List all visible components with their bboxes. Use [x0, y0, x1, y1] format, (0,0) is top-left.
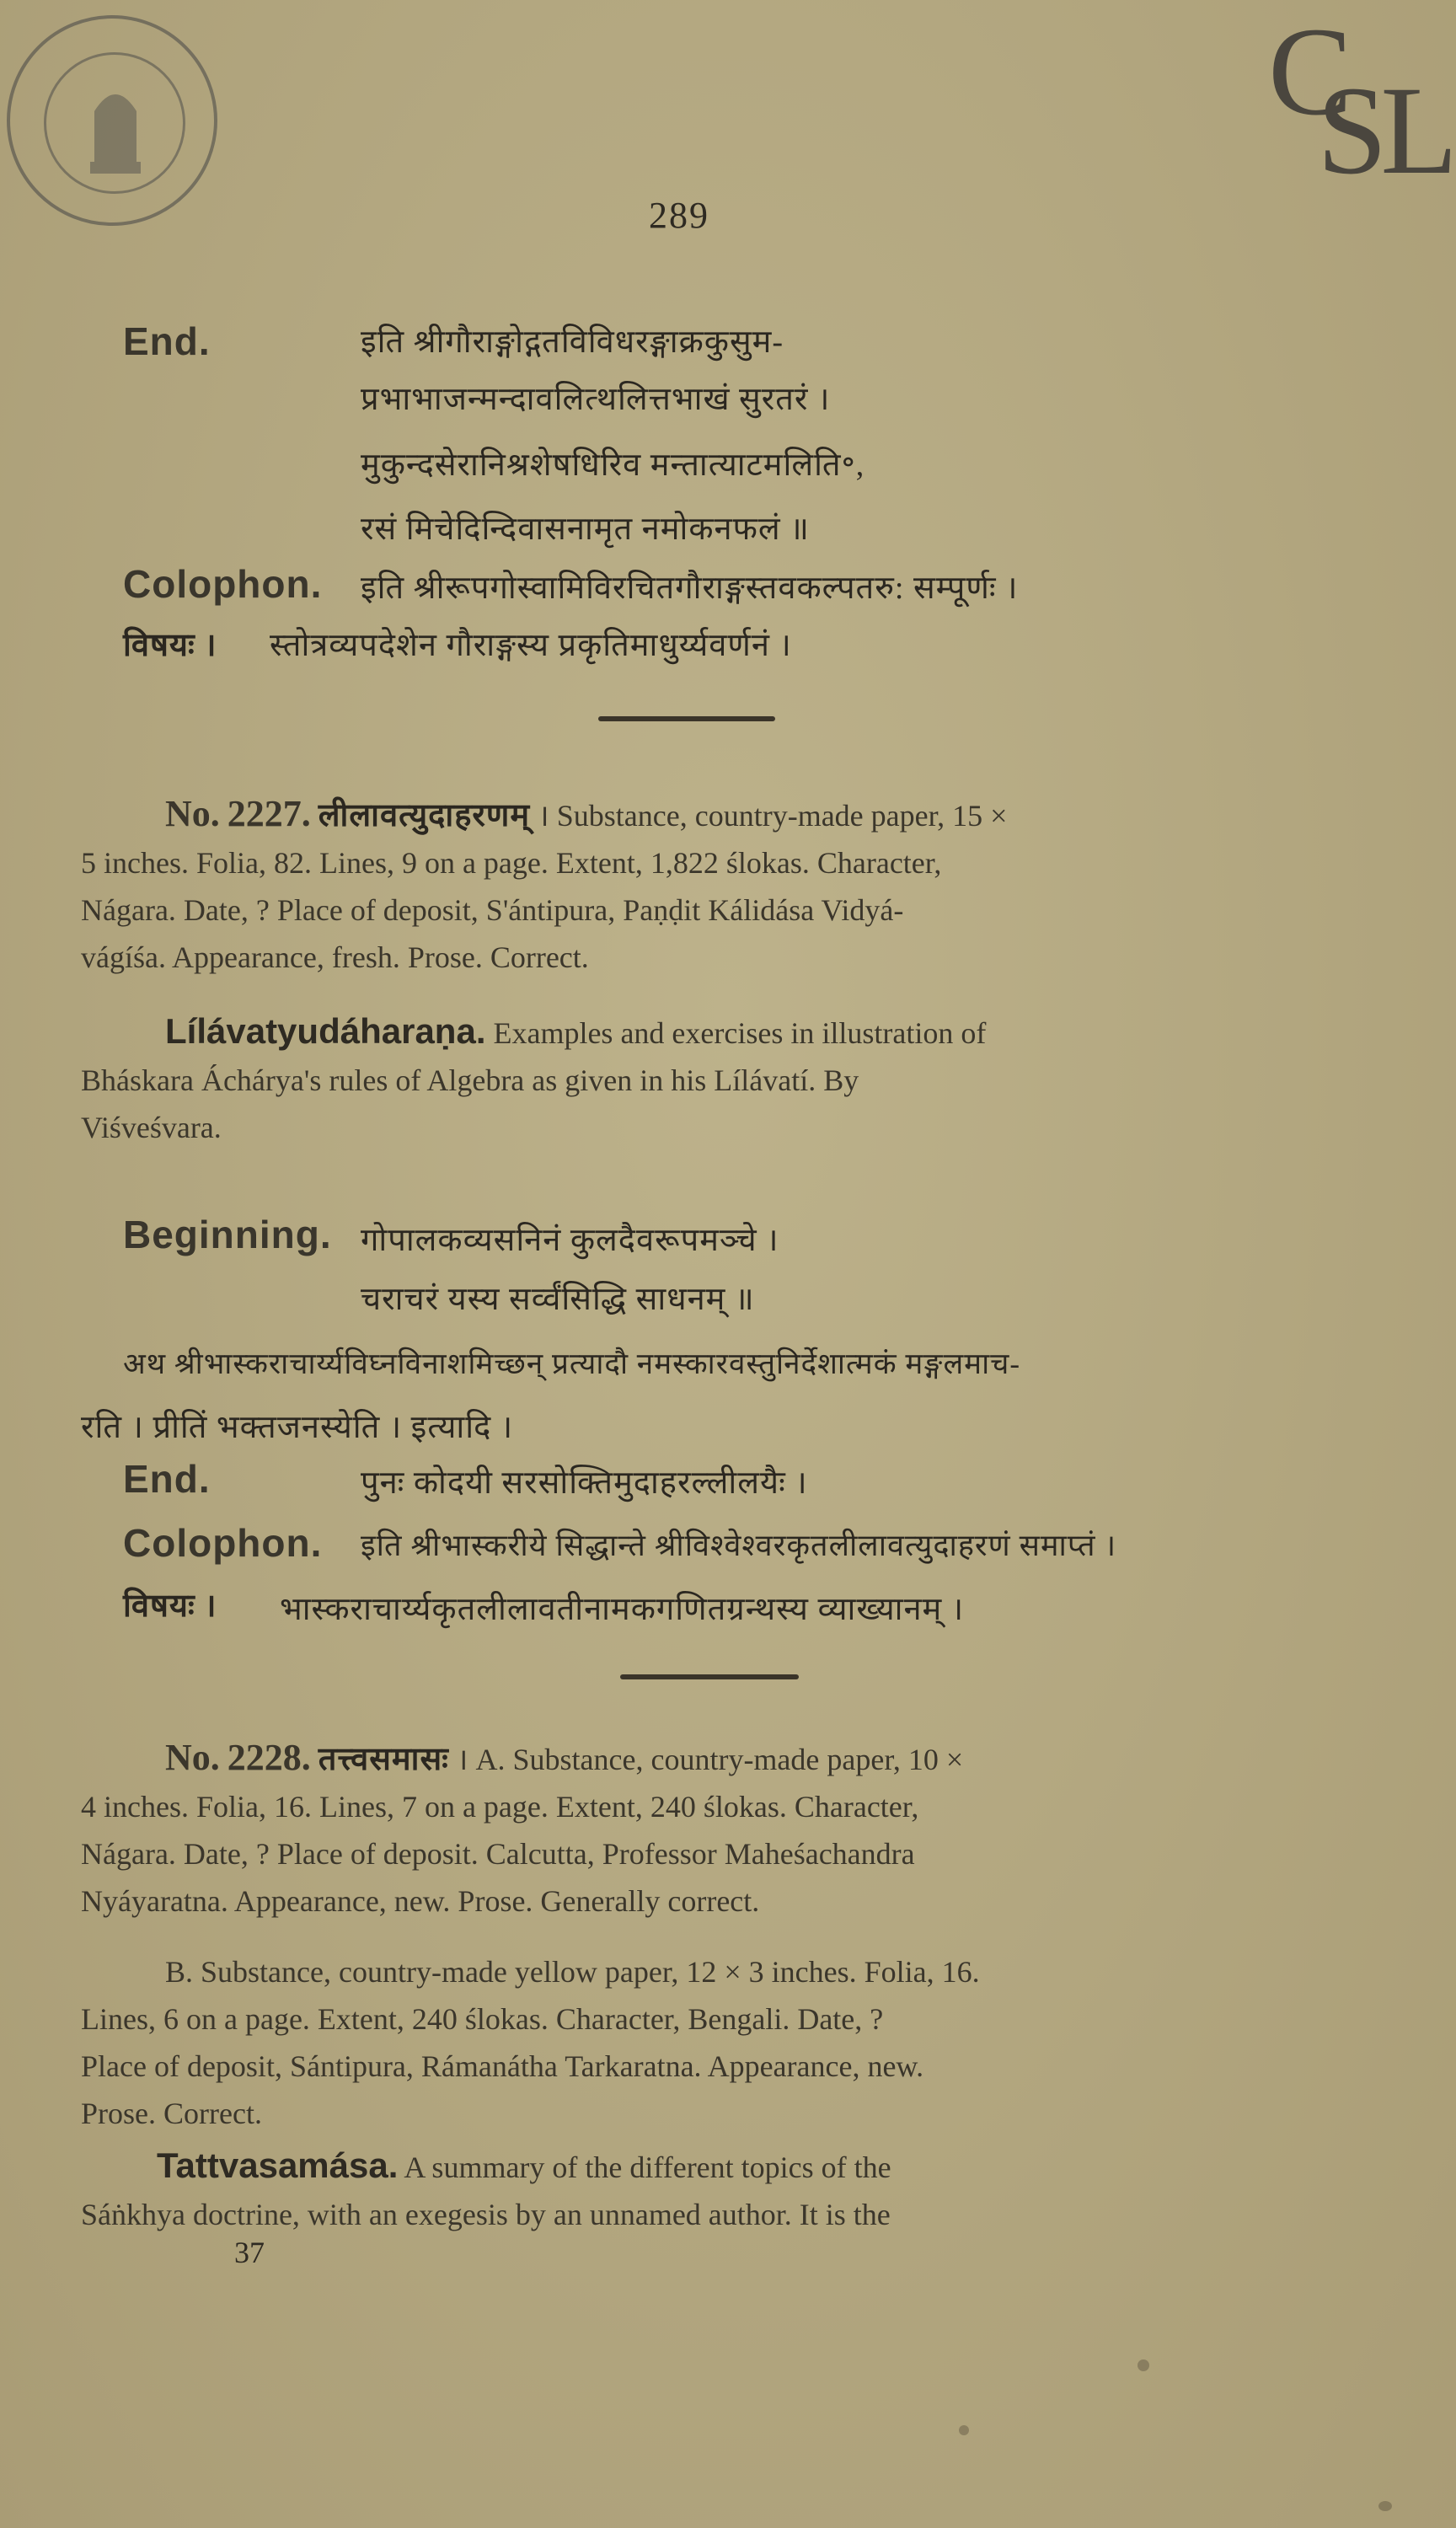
description-line: Nyáyaratna. Appearance, new. Prose. Generally correct.: [81, 1884, 760, 1918]
entry-title-devanagari: तत्त्वसमासः: [318, 1742, 449, 1777]
entry-title-devanagari: लीलावत्युदाहरणम्: [318, 798, 531, 833]
description-line: Nágara. Date, ? Place of deposit, S'ántipura, Paṇḍit Kálidása Vidyá-: [81, 893, 904, 927]
paper-speck: [1138, 2359, 1149, 2371]
summary-line: Examples and exercises in illustration of: [493, 1016, 987, 1050]
description-line: 5 inches. Folia, 82. Lines, 9 on a page. Extent, 1,822 ślokas. Character,: [81, 846, 942, 880]
entry-number: 2227.: [227, 793, 311, 834]
end-line: मुकुन्दसेरानिश्रशेषधिरिव मन्तात्याटमलिति॰,: [361, 447, 865, 483]
description-line: vágíśa. Appearance, fresh. Prose. Correct.: [81, 940, 589, 974]
vishaya-label: विषयः ।: [123, 1588, 217, 1624]
entry-2227-description: [81, 790, 1303, 981]
section-divider: [620, 1674, 799, 1679]
colophon-label: Colophon.: [123, 1521, 323, 1565]
paper-speck: [959, 2425, 969, 2435]
description-line: 4 inches. Folia, 16. Lines, 7 on a page. Extent, 240 ślokas. Character,: [81, 1790, 919, 1824]
government-seal-stamp: [7, 15, 217, 226]
copy-b-line: B. Substance, country-made yellow paper, 12 × 3 inches. Folia, 16.: [165, 1955, 980, 1989]
end-text: पुनः कोदयी सरसोक्तिमुदाहरल्लीलयैः ।: [361, 1465, 808, 1501]
entry-2228-copy-b: [81, 1948, 1303, 2137]
end-label: End.: [123, 319, 211, 363]
colophon-text: इति श्रीरूपगोस्वामिविरचितगौराङ्गस्तवकल्पतरु: सम्पूर्णः ।: [361, 570, 1019, 606]
entry-number: 2228.: [227, 1737, 311, 1778]
entry-title-roman: Lílávatyudáharaṇa.: [165, 1011, 486, 1051]
csl-watermark-logo: C SL: [1268, 2, 1452, 201]
page-number: 289: [649, 195, 709, 236]
copy-b-line: Lines, 6 on a page. Extent, 240 ślokas. Character, Bengali. Date, ?: [81, 2002, 884, 2036]
vishaya-label: विषयः ।: [123, 628, 217, 663]
beginning-line: गोपालकव्यसनिनं कुलदैवरूपमञ्चे ।: [361, 1223, 779, 1258]
entry-title-roman: Tattvasamása.: [157, 2145, 399, 2185]
entry-2228-summary: [81, 2142, 1303, 2238]
vishaya-text: स्तोत्रव्यपदेशेन गौराङ्गस्य प्रकृतिमाधुर्य्यवर्णनं ।: [270, 628, 792, 663]
copy-b-line: Place of deposit, Sántipura, Rámanátha Tarkaratna. Appearance, new.: [81, 2049, 924, 2083]
beginning-label: Beginning.: [123, 1213, 332, 1256]
entry-2227-summary: [81, 1008, 1303, 1151]
description-line: । A. Substance, country-made paper, 10 ×: [456, 1743, 964, 1776]
beginning-line: चराचरं यस्य सर्व्वंसिद्धि साधनम् ॥: [361, 1282, 755, 1317]
beginning-line: रति । प्रीतिं भक्तजनस्येति । इत्यादि ।: [81, 1410, 514, 1445]
end-line: प्रभाभाजन्मन्दावलित्थलित्तभाखं सुरतरं ।: [361, 382, 831, 417]
summary-line: Viśveśvara.: [81, 1111, 222, 1144]
colophon-text: इति श्रीभास्करीये सिद्धान्ते श्रीविश्वेश्वरकृतलीलावत्युदाहरणं समाप्तं ।: [361, 1529, 1117, 1562]
end-line: रसं मिचेदिन्दिवासनामृत नमोकनफलं ॥: [361, 511, 810, 547]
entry-number-label: No.: [165, 793, 220, 834]
paper-speck: [1378, 2501, 1392, 2511]
description-line: । Substance, country-made paper, 15 ×: [538, 799, 1008, 833]
summary-line: Bháskara Áchárya's rules of Algebra as given in his Lílávatí. By: [81, 1063, 859, 1097]
beginning-line: अथ श्रीभास्कराचार्य्यविघ्नविनाशमिच्छन् प्रत्यादौ नमस्कारवस्तुनिर्देशात्मकं मङ्गलमाच-: [123, 1347, 1021, 1380]
colophon-label: Colophon.: [123, 562, 323, 606]
signature-mark: 37: [234, 2236, 265, 2269]
end-line: इति श्रीगौराङ्गोद्गतविविधरङ्गाक्रकुसुम-: [361, 324, 784, 360]
description-line: Nágara. Date, ? Place of deposit. Calcutta, Professor Maheśachandra: [81, 1837, 915, 1871]
vishaya-text: भास्कराचार्य्यकृतलीलावतीनामकगणितग्रन्थस्य व्याख्यानम् ।: [280, 1592, 965, 1627]
summary-line: Sáṅkhya doctrine, with an exegesis by an unnamed author. It is the: [81, 2198, 891, 2231]
copy-b-line: Prose. Correct.: [81, 2097, 262, 2130]
entry-2228-description: [81, 1734, 1303, 1925]
end-label: End.: [123, 1457, 211, 1501]
entry-number-label: No.: [165, 1737, 220, 1778]
summary-line: A summary of the different topics of the: [404, 2150, 891, 2184]
section-divider: [598, 716, 775, 721]
